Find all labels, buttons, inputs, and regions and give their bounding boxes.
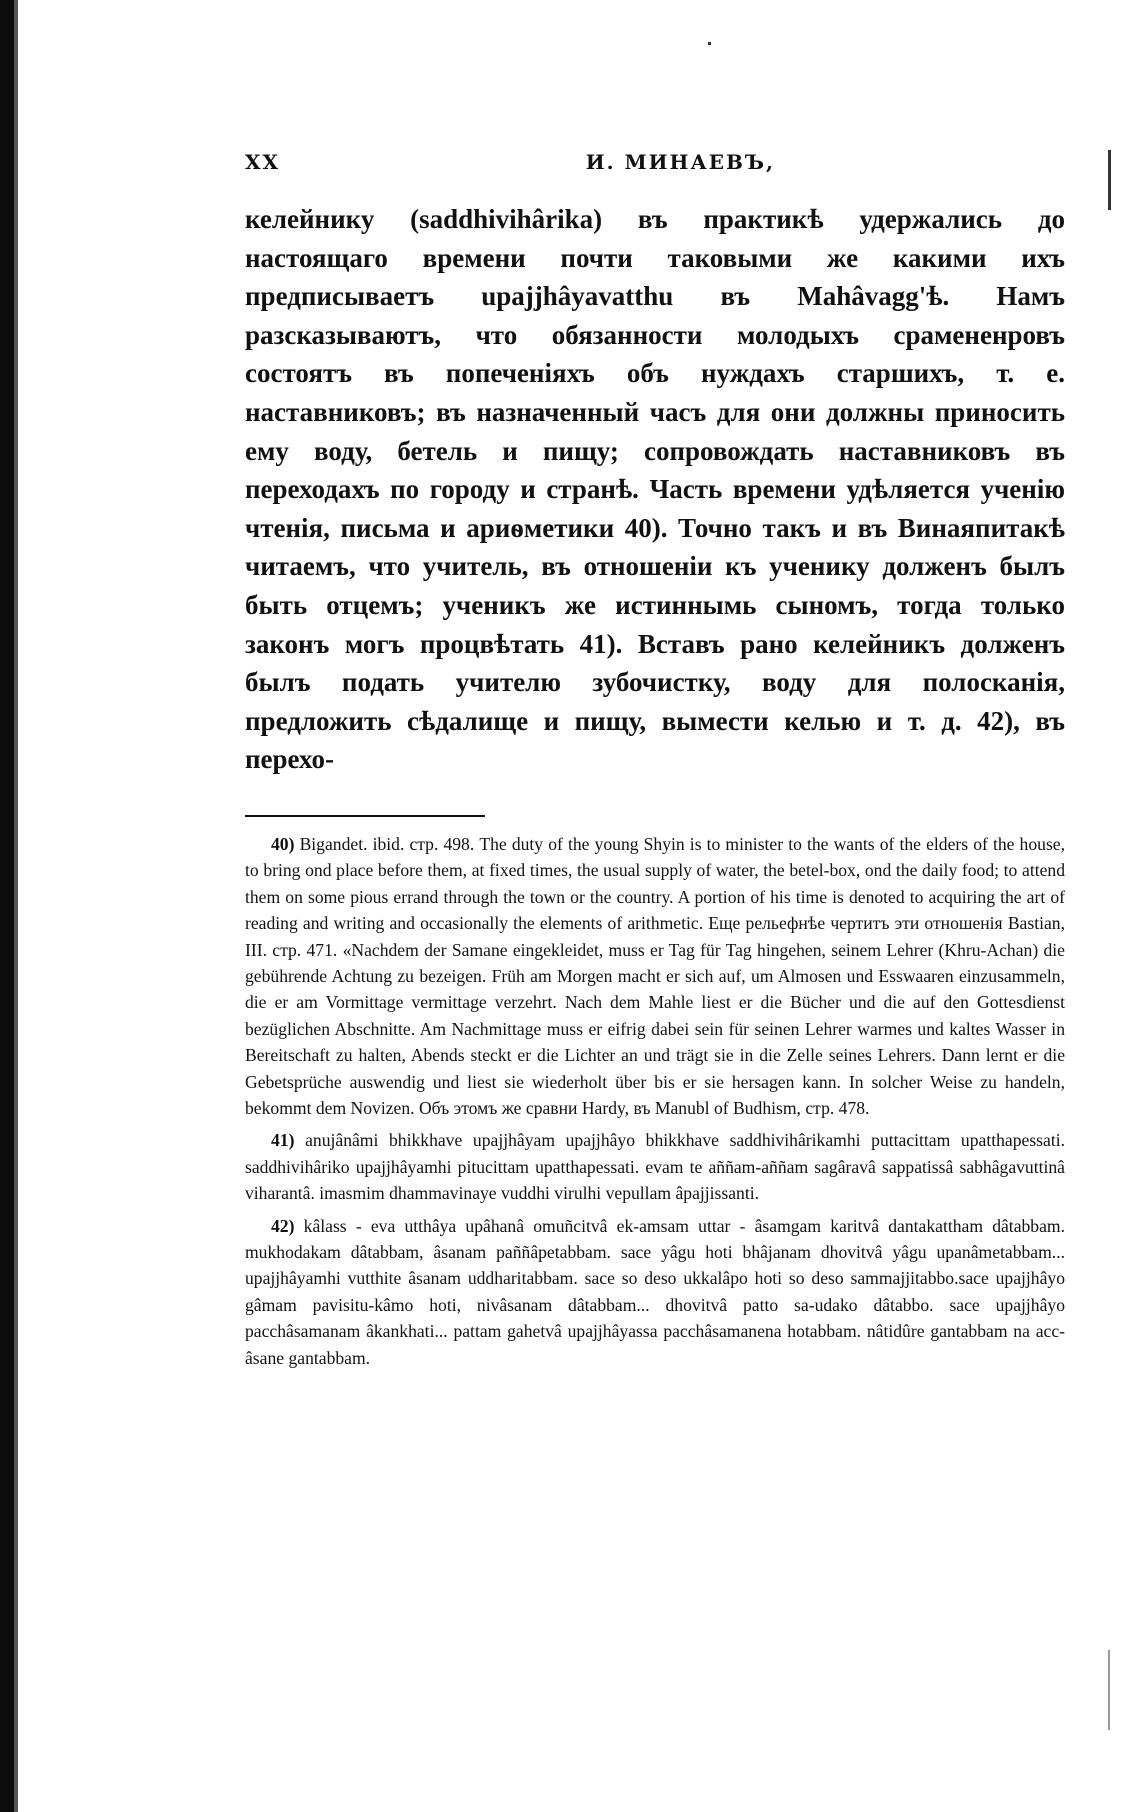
footnote-number: 42): [271, 1215, 295, 1236]
margin-mark: [1108, 1650, 1110, 1730]
footnote-number: 40): [271, 833, 295, 854]
footnote-text: kâlass - eva utthâya upâhanâ omuñcitvâ ek-amsam uttar - âsamgam karitvâ dantakattham dâtabbam. mukhodakam dâtabbam, âsanam paññâpetabbam. sace yâgu hoti bhâjanam dhovitvâ yâgu upanâmetabbam... upajjhâyamhi vutthite âsanam uddharitabbam. sace so deso ukkalâpo hoti so deso sammajjitabbo.sace upajjhâyo gâmam pavisitu-kâmo hoti, nivâsanam dâtabbam... dhovitvâ patto sa-udako dâtabbo. sace upajjhâyo pacchâsamanam âkankhati... pattam gahetvâ upajjhâyassa pacchâsamanena hotabbam. nâtidûre gantabbam na acc-âsane gantabbam.: [245, 1215, 1065, 1368]
running-header: [245, 150, 1065, 190]
main-text: [245, 200, 1065, 779]
body-paragraph: келейнику (saddhivihârika) въ практикѣ удержались до настоящаго времени почти таковыми же какими ихъ предписываетъ upajjhâyavatthu въ Mahâvagg'ѣ. Намъ разсказываютъ, что обязанности молодыхъ срамененровъ состоятъ въ попеченіяхъ объ нуждахъ старшихъ, т. е. наставниковъ; въ назначенный часъ для они должны приносить ему воду, бетель и пищу; сопровождать наставниковъ въ переходахъ по городу и странѣ. Часть времени удѣляется ученію чтенія, письма и ариѳметики 40). Точно такъ и въ Винаяпитакѣ читаемъ, что учитель, въ отношеніи къ ученику долженъ былъ быть отцемъ; ученикъ же истиннымь сыномъ, тогда только законъ могъ процвѣтать 41). Вставъ рано келейникъ долженъ былъ подать учителю зубочистку, воду для полосканія, предложить сѣдалище и пищу, вымести келью и т. д. 42), въ перехо-: [245, 204, 1065, 775]
footnote-separator: [245, 815, 485, 817]
footnote-number: 41): [271, 1130, 295, 1151]
footnotes: [245, 831, 1065, 1371]
running-title: И. МИНАЕВЪ,: [585, 150, 775, 174]
footnote-40: [245, 831, 1065, 1121]
binding-shadow: [14, 0, 18, 1812]
margin-dot: [708, 42, 711, 45]
footnote-42: [245, 1213, 1065, 1371]
book-binding-edge: [0, 0, 14, 1812]
footnote-text: Bigandet. ibid. стр. 498. The duty of the young Shyin is to minister to the wants of the elders of the house, to bring ond place before them, at fixed times, the usual supply of water, the betel-box, ond the daily food; to attend them on some pious errand through the town or the country. A portion of his time is denoted to acquiring the art of reading and writing and occasionally the elements of arithmetic. Еще рельефнѣе чертитъ эти отношенія Bastian, III. стр. 471. «Nachdem der Samane eingekleidet, muss er Tag für Tag hingehen, seinem Lehrer (Khru-Achan) die gebührende Achtung zu bezeigen. Früh am Morgen macht er sich auf, um Almosen und Esswaaren einzusammeln, die er am Vormittage vermittage verzehrt. Nach dem Mahle liest er die Bücher und die auf den Gottesdienst bezüglichen Abschnitte. Am Nachmittage muss er eifrig dabei sein für seinen Lehrer warmes und kaltes Wasser in Bereitschaft zu halten, Abends steckt er die Lichter an und trägt sie in die Zelle seines Lehrers. Dann lernt er die Gebetsprüche auswendig und liest sie wiederholt über bis er sie hersagen kann. In solcher Weise zu handeln, bekommt dem Novizen. Объ этомъ же сравни Hardy, въ Manubl of Budhism, стр. 478.: [245, 833, 1065, 1118]
footnote-text: anujânâmi bhikkhave upajjhâyam upajjhâyo bhikkhave saddhivihârikamhi puttacittam upatthapessati. saddhivihâriko upajjhâyamhi pitucittam upatthapessati. evam te aññam-aññam sagâravâ sappatissâ sabhâgavuttinâ viharantâ. imasmim dhammavinaye vuddhi virulhi vepullam âpajjissanti.: [245, 1130, 1065, 1204]
page-content: [245, 150, 1065, 1377]
page-number: XX: [245, 150, 281, 174]
footnote-41: [245, 1127, 1065, 1206]
margin-mark: [1108, 150, 1111, 210]
